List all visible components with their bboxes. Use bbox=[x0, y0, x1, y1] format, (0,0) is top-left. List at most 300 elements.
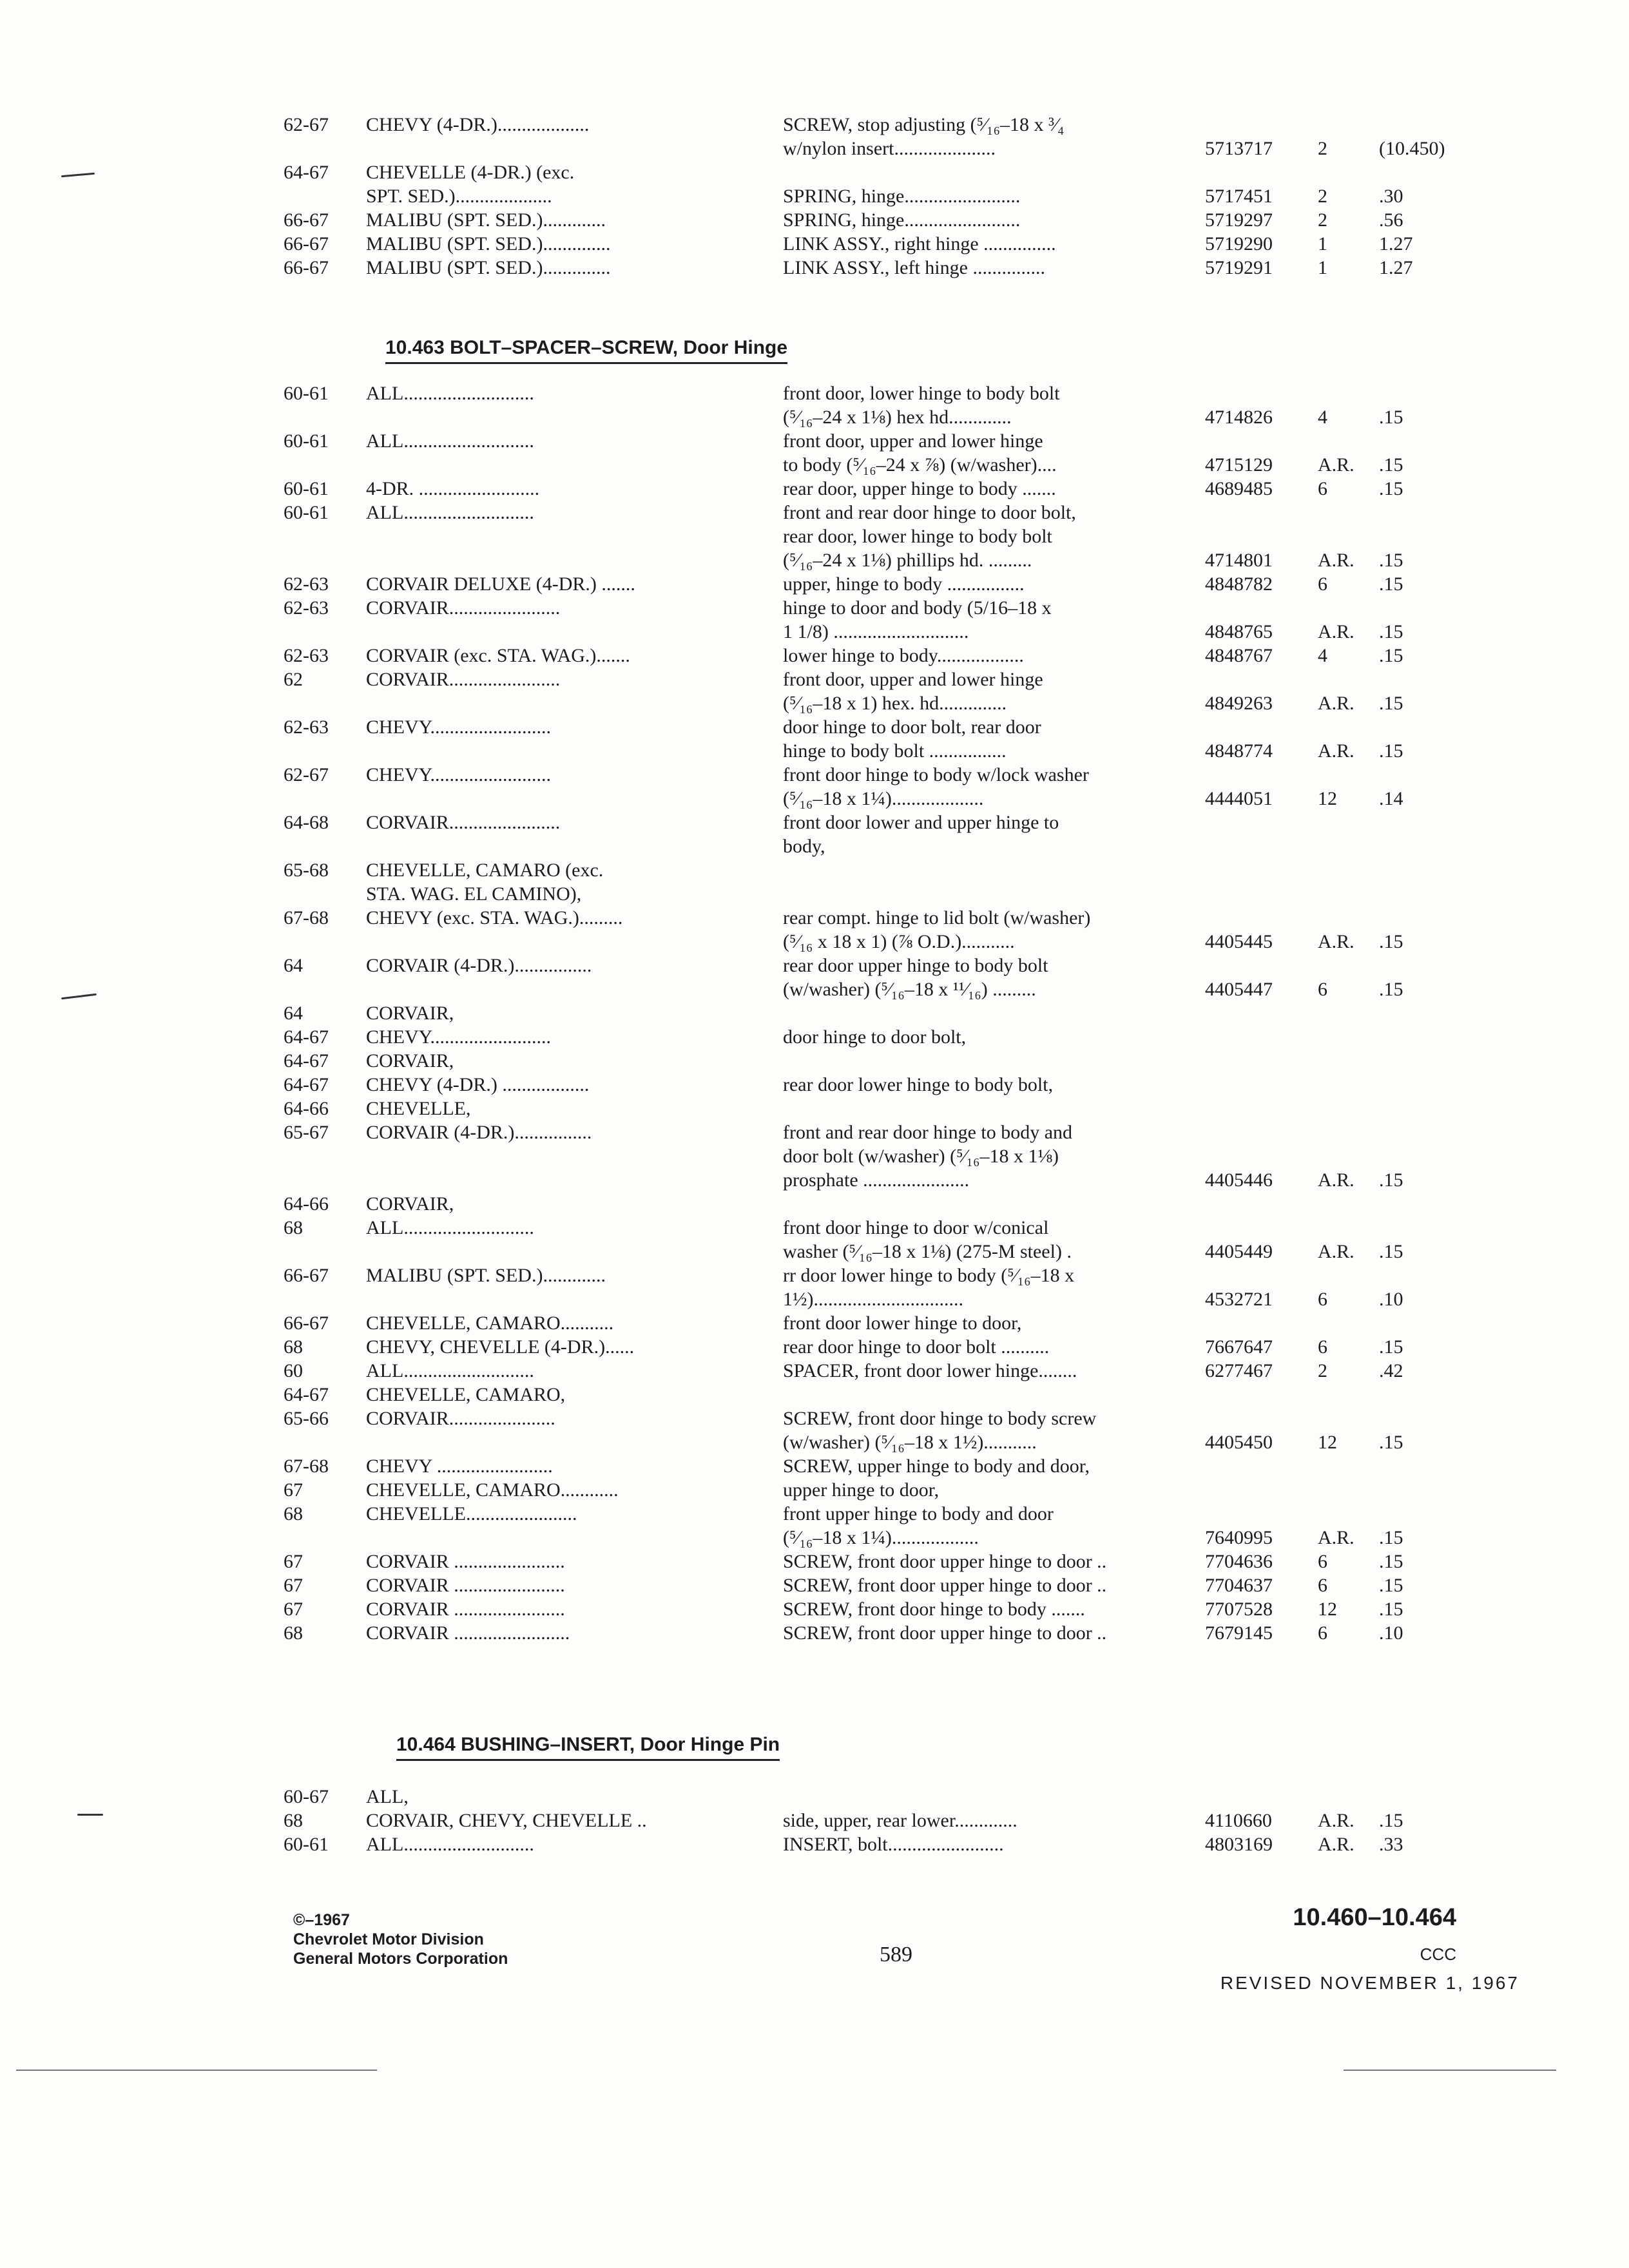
part-row bbox=[284, 208, 1482, 232]
part-number-cell: 4110660 bbox=[1205, 1810, 1272, 1831]
quantity-cell: A.R. bbox=[1318, 1834, 1354, 1855]
year-cell: 64 bbox=[284, 1003, 303, 1024]
part-row bbox=[284, 1264, 1482, 1287]
quantity-cell: 2 bbox=[1318, 138, 1327, 159]
part-row bbox=[284, 1809, 1482, 1832]
quantity-cell: 6 bbox=[1318, 1622, 1327, 1644]
description-cell: SCREW, front door hinge to body ....... bbox=[783, 1599, 1085, 1620]
model-cell: MALIBU (SPT. SED.).............. bbox=[366, 257, 611, 278]
model-cell: CORVAIR, bbox=[366, 1050, 454, 1072]
price-cell: .15 bbox=[1379, 931, 1403, 952]
model-cell: MALIBU (SPT. SED.).............. bbox=[366, 233, 611, 255]
quantity-cell: 2 bbox=[1318, 209, 1327, 231]
price-cell: (10.450) bbox=[1379, 138, 1445, 159]
part-row bbox=[284, 882, 1482, 906]
quantity-cell: A.R. bbox=[1318, 1810, 1354, 1831]
part-number-cell: 7704636 bbox=[1205, 1551, 1273, 1572]
year-cell: 64-67 bbox=[284, 1384, 329, 1405]
part-row bbox=[284, 715, 1482, 739]
description-cell: front and rear door hinge to body and bbox=[783, 1122, 1073, 1143]
price-cell: .42 bbox=[1379, 1360, 1403, 1381]
part-number-cell: 4848774 bbox=[1205, 740, 1273, 762]
model-cell: ALL........................... bbox=[366, 1217, 534, 1238]
quantity-cell: 4 bbox=[1318, 645, 1327, 666]
part-number-cell: 7704637 bbox=[1205, 1575, 1273, 1596]
price-cell: .15 bbox=[1379, 740, 1403, 762]
model-cell: CORVAIR ....................... bbox=[366, 1599, 565, 1620]
part-row bbox=[284, 1785, 1482, 1809]
price-cell: .15 bbox=[1379, 1336, 1403, 1358]
quantity-cell: 2 bbox=[1318, 186, 1327, 207]
quantity-cell: 4 bbox=[1318, 407, 1327, 428]
part-row bbox=[284, 834, 1482, 858]
description-cell: SCREW, front door upper hinge to door .. bbox=[783, 1575, 1107, 1596]
copyright-year: ©–1967 bbox=[293, 1911, 350, 1929]
part-row bbox=[284, 1454, 1482, 1478]
price-cell: .33 bbox=[1379, 1834, 1403, 1855]
part-row bbox=[284, 1216, 1482, 1240]
part-row bbox=[284, 429, 1482, 453]
year-cell: 62-67 bbox=[284, 114, 329, 135]
description-cell: (⁵⁄₁₆–18 x 1¼).................. bbox=[783, 1527, 979, 1548]
model-cell: CHEVELLE, CAMARO............ bbox=[366, 1479, 619, 1501]
description-cell: rear door hinge to door bolt .......... bbox=[783, 1336, 1050, 1358]
description-cell: SCREW, stop adjusting (⁵⁄₁₆–18 x ³⁄₄ bbox=[783, 114, 1065, 135]
model-cell: CHEVELLE, bbox=[366, 1098, 471, 1119]
description-cell: front and rear door hinge to door bolt, bbox=[783, 502, 1076, 523]
part-row bbox=[284, 1049, 1482, 1073]
part-number-cell: 4714801 bbox=[1205, 550, 1273, 571]
quantity-cell: 1 bbox=[1318, 257, 1327, 278]
quantity-cell: 2 bbox=[1318, 1360, 1327, 1381]
description-cell: INSERT, bolt........................ bbox=[783, 1834, 1004, 1855]
year-cell: 68 bbox=[284, 1810, 303, 1831]
year-cell: 60-61 bbox=[284, 430, 329, 452]
year-cell: 60-61 bbox=[284, 383, 329, 404]
part-row bbox=[284, 811, 1482, 834]
description-cell: LINK ASSY., right hinge ............... bbox=[783, 233, 1056, 255]
model-cell: MALIBU (SPT. SED.)............. bbox=[366, 1265, 606, 1286]
quantity-cell: 1 bbox=[1318, 233, 1327, 255]
description-cell: rear door, lower hinge to body bolt bbox=[783, 526, 1052, 547]
year-cell: 65-67 bbox=[284, 1122, 329, 1143]
part-number-cell: 4405445 bbox=[1205, 931, 1273, 952]
part-number-cell: 4444051 bbox=[1205, 788, 1273, 809]
quantity-cell: A.R. bbox=[1318, 621, 1354, 642]
part-row bbox=[284, 977, 1482, 1001]
year-cell: 64-68 bbox=[284, 812, 329, 833]
part-row bbox=[284, 1526, 1482, 1550]
part-row bbox=[284, 763, 1482, 787]
model-cell: STA. WAG. EL CAMINO), bbox=[366, 883, 582, 905]
year-cell: 68 bbox=[284, 1217, 303, 1238]
model-cell: CORVAIR....................... bbox=[366, 812, 561, 833]
description-cell: LINK ASSY., left hinge ............... bbox=[783, 257, 1045, 278]
model-cell: ALL........................... bbox=[366, 430, 534, 452]
part-row bbox=[284, 1287, 1482, 1311]
price-cell: .15 bbox=[1379, 550, 1403, 571]
year-cell: 60 bbox=[284, 1360, 303, 1381]
price-cell: .14 bbox=[1379, 788, 1403, 809]
part-row bbox=[284, 113, 1482, 137]
model-cell: ALL........................... bbox=[366, 1360, 534, 1381]
model-cell: CHEVELLE, CAMARO (exc. bbox=[366, 860, 604, 881]
model-cell: CORVAIR DELUXE (4-DR.) ....... bbox=[366, 573, 635, 595]
model-cell: CORVAIR, CHEVY, CHEVELLE .. bbox=[366, 1810, 647, 1831]
description-cell: rear compt. hinge to lid bolt (w/washer) bbox=[783, 907, 1091, 928]
margin-mark bbox=[61, 173, 95, 178]
part-row bbox=[284, 1192, 1482, 1216]
description-cell: 1 1/8) ............................ bbox=[783, 621, 969, 642]
description-cell: SCREW, front door hinge to body screw bbox=[783, 1408, 1097, 1429]
quantity-cell: 6 bbox=[1318, 1551, 1327, 1572]
part-number-cell: 5719290 bbox=[1205, 233, 1273, 255]
model-cell: CORVAIR....................... bbox=[366, 597, 561, 619]
description-cell: washer (⁵⁄₁₆–18 x 1⅛) (275-M steel) . bbox=[783, 1241, 1072, 1262]
model-cell: CORVAIR, bbox=[366, 1193, 454, 1215]
revision-date: REVISED NOVEMBER 1, 1967 bbox=[1220, 1973, 1519, 1993]
quantity-cell: A.R. bbox=[1318, 454, 1354, 476]
model-cell: ALL........................... bbox=[366, 1834, 534, 1855]
part-row bbox=[284, 232, 1482, 256]
part-row bbox=[284, 930, 1482, 954]
part-row bbox=[284, 548, 1482, 572]
year-cell: 62-67 bbox=[284, 764, 329, 785]
part-row bbox=[284, 453, 1482, 477]
parts-table-10-463 bbox=[284, 381, 1482, 1645]
price-cell: .15 bbox=[1379, 1810, 1403, 1831]
description-cell: upper hinge to door, bbox=[783, 1479, 940, 1501]
description-cell: w/nylon insert..................... bbox=[783, 138, 996, 159]
description-cell: (⁵⁄₁₆–24 x 1⅛) hex hd............. bbox=[783, 407, 1012, 428]
description-cell: side, upper, rear lower............. bbox=[783, 1810, 1017, 1831]
model-cell: CORVAIR ....................... bbox=[366, 1575, 565, 1596]
part-row bbox=[284, 1597, 1482, 1621]
description-cell: front door lower hinge to door, bbox=[783, 1312, 1022, 1334]
description-cell: rear door, upper hinge to body ....... bbox=[783, 478, 1056, 499]
year-cell: 67 bbox=[284, 1599, 303, 1620]
year-cell: 67 bbox=[284, 1575, 303, 1596]
year-cell: 62-63 bbox=[284, 597, 329, 619]
description-cell: front door, lower hinge to body bolt bbox=[783, 383, 1060, 404]
part-row bbox=[284, 1311, 1482, 1335]
year-cell: 64-67 bbox=[284, 1074, 329, 1095]
part-number-cell: 4849263 bbox=[1205, 693, 1273, 714]
margin-mark bbox=[77, 1814, 103, 1816]
part-row bbox=[284, 184, 1482, 208]
year-cell: 68 bbox=[284, 1336, 303, 1358]
part-row bbox=[284, 954, 1482, 977]
part-number-cell: 4405447 bbox=[1205, 979, 1273, 1000]
part-row bbox=[284, 1144, 1482, 1168]
price-cell: 1.27 bbox=[1379, 257, 1413, 278]
year-cell: 67 bbox=[284, 1551, 303, 1572]
year-cell: 64 bbox=[284, 955, 303, 976]
part-number-cell: 4689485 bbox=[1205, 478, 1273, 499]
description-cell: (⁵⁄₁₆–18 x 1¼)................... bbox=[783, 788, 984, 809]
part-number-cell: 4848765 bbox=[1205, 621, 1273, 642]
part-number-cell: 4405450 bbox=[1205, 1432, 1273, 1453]
model-cell: MALIBU (SPT. SED.)............. bbox=[366, 209, 606, 231]
quantity-cell: A.R. bbox=[1318, 931, 1354, 952]
part-number-cell: 5717451 bbox=[1205, 186, 1273, 207]
part-row bbox=[284, 906, 1482, 930]
quantity-cell: 6 bbox=[1318, 979, 1327, 1000]
price-cell: .30 bbox=[1379, 186, 1403, 207]
model-cell: CORVAIR (4-DR.)................ bbox=[366, 955, 592, 976]
quantity-cell: 12 bbox=[1318, 1432, 1337, 1453]
part-row bbox=[284, 1097, 1482, 1120]
description-cell: SPRING, hinge........................ bbox=[783, 186, 1021, 207]
model-cell: CHEVY (4-DR.)................... bbox=[366, 114, 590, 135]
quantity-cell: A.R. bbox=[1318, 1527, 1354, 1548]
quantity-cell: 6 bbox=[1318, 1289, 1327, 1310]
price-cell: .15 bbox=[1379, 1599, 1403, 1620]
parts-table-continued bbox=[284, 113, 1482, 280]
description-cell: upper, hinge to body ................ bbox=[783, 573, 1025, 595]
description-cell: lower hinge to body.................. bbox=[783, 645, 1024, 666]
model-cell: CHEVELLE (4-DR.) (exc. bbox=[366, 162, 575, 183]
price-cell: .15 bbox=[1379, 1241, 1403, 1262]
part-row bbox=[284, 596, 1482, 620]
description-cell: hinge to body bolt ................ bbox=[783, 740, 1007, 762]
part-row bbox=[284, 620, 1482, 644]
section-heading-10-463: 10.463 BOLT–SPACER–SCREW, Door Hinge bbox=[385, 335, 787, 364]
year-cell: 66-67 bbox=[284, 1312, 329, 1334]
year-cell: 64-67 bbox=[284, 1026, 329, 1048]
price-cell: .15 bbox=[1379, 979, 1403, 1000]
model-cell: CORVAIR (4-DR.)................ bbox=[366, 1122, 592, 1143]
year-cell: 65-68 bbox=[284, 860, 329, 881]
description-cell: body, bbox=[783, 836, 825, 857]
part-row bbox=[284, 137, 1482, 160]
part-row bbox=[284, 405, 1482, 429]
model-cell: ALL, bbox=[366, 1786, 409, 1807]
price-cell: 1.27 bbox=[1379, 233, 1413, 255]
part-row bbox=[284, 787, 1482, 811]
price-cell: .15 bbox=[1379, 1575, 1403, 1596]
quantity-cell: A.R. bbox=[1318, 740, 1354, 762]
page-number: 589 bbox=[880, 1943, 912, 1966]
part-row bbox=[284, 1359, 1482, 1383]
model-cell: CHEVY (4-DR.) .................. bbox=[366, 1074, 590, 1095]
year-cell: 66-67 bbox=[284, 209, 329, 231]
part-number-cell: 5719291 bbox=[1205, 257, 1273, 278]
description-cell: (⁵⁄₁₆ x 18 x 1) (⅞ O.D.)........... bbox=[783, 931, 1015, 952]
part-number-cell: 4848782 bbox=[1205, 573, 1273, 595]
year-cell: 67 bbox=[284, 1479, 303, 1501]
model-cell: CORVAIR ........................ bbox=[366, 1622, 570, 1644]
year-cell: 64-67 bbox=[284, 1050, 329, 1072]
year-cell: 65-66 bbox=[284, 1408, 329, 1429]
price-cell: .15 bbox=[1379, 693, 1403, 714]
group-range: 10.460–10.464 bbox=[1293, 1904, 1456, 1931]
margin-mark bbox=[61, 994, 97, 1000]
model-cell: CHEVELLE, CAMARO, bbox=[366, 1384, 566, 1405]
copyright-corporation: General Motors Corporation bbox=[293, 1950, 508, 1968]
part-number-cell: 4405446 bbox=[1205, 1169, 1273, 1191]
part-number-cell: 7679145 bbox=[1205, 1622, 1273, 1644]
part-row bbox=[284, 1478, 1482, 1502]
description-cell: door bolt (w/washer) (⁵⁄₁₆–18 x 1⅛) bbox=[783, 1146, 1059, 1167]
part-row bbox=[284, 501, 1482, 524]
part-row bbox=[284, 1073, 1482, 1097]
description-cell: rr door lower hinge to body (⁵⁄₁₆–18 x bbox=[783, 1265, 1075, 1286]
year-cell: 64-66 bbox=[284, 1098, 329, 1119]
description-cell: hinge to door and body (5/16–18 x bbox=[783, 597, 1052, 619]
year-cell: 64-66 bbox=[284, 1193, 329, 1215]
year-cell: 62-63 bbox=[284, 645, 329, 666]
model-cell: CORVAIR...................... bbox=[366, 1408, 555, 1429]
year-cell: 66-67 bbox=[284, 233, 329, 255]
bottom-rule bbox=[16, 2070, 377, 2071]
part-row bbox=[284, 1407, 1482, 1430]
year-cell: 60-61 bbox=[284, 502, 329, 523]
description-cell: (w/washer) (⁵⁄₁₆–18 x 1½)........... bbox=[783, 1432, 1037, 1453]
part-row bbox=[284, 256, 1482, 280]
description-cell: rear door upper hinge to body bolt bbox=[783, 955, 1048, 976]
description-cell: rear door lower hinge to body bolt, bbox=[783, 1074, 1054, 1095]
description-cell: to body (⁵⁄₁₆–24 x ⅞) (w/washer).... bbox=[783, 454, 1057, 476]
model-cell: CORVAIR (exc. STA. WAG.)....... bbox=[366, 645, 630, 666]
price-cell: .56 bbox=[1379, 209, 1403, 231]
quantity-cell: A.R. bbox=[1318, 693, 1354, 714]
part-row bbox=[284, 1573, 1482, 1597]
description-cell: front door, upper and lower hinge bbox=[783, 430, 1043, 452]
model-cell: CHEVELLE....................... bbox=[366, 1503, 577, 1524]
description-cell: SPACER, front door lower hinge........ bbox=[783, 1360, 1077, 1381]
year-cell: 67-68 bbox=[284, 1456, 329, 1477]
year-cell: 67-68 bbox=[284, 907, 329, 928]
part-number-cell: 6277467 bbox=[1205, 1360, 1273, 1381]
model-cell: CHEVY ........................ bbox=[366, 1456, 553, 1477]
price-cell: .15 bbox=[1379, 407, 1403, 428]
copyright-division: Chevrolet Motor Division bbox=[293, 1930, 484, 1948]
description-cell: front door hinge to body w/lock washer bbox=[783, 764, 1089, 785]
part-row bbox=[284, 1550, 1482, 1573]
year-cell: 62-63 bbox=[284, 716, 329, 738]
price-cell: .15 bbox=[1379, 454, 1403, 476]
catalog-code: CCC bbox=[1420, 1945, 1456, 1964]
price-cell: .15 bbox=[1379, 645, 1403, 666]
part-row bbox=[284, 572, 1482, 596]
year-cell: 66-67 bbox=[284, 1265, 329, 1286]
part-number-cell: 4803169 bbox=[1205, 1834, 1273, 1855]
description-cell: SPRING, hinge........................ bbox=[783, 209, 1021, 231]
part-row bbox=[284, 644, 1482, 668]
model-cell: CHEVY (exc. STA. WAG.)......... bbox=[366, 907, 623, 928]
description-cell: 1½)............................... bbox=[783, 1289, 963, 1310]
year-cell: 60-61 bbox=[284, 1834, 329, 1855]
model-cell: CHEVY......................... bbox=[366, 716, 551, 738]
part-row bbox=[284, 1621, 1482, 1645]
description-cell: (⁵⁄₁₆–18 x 1) hex. hd.............. bbox=[783, 693, 1007, 714]
quantity-cell: A.R. bbox=[1318, 1169, 1354, 1191]
part-row bbox=[284, 381, 1482, 405]
part-row bbox=[284, 1502, 1482, 1526]
part-number-cell: 4714826 bbox=[1205, 407, 1273, 428]
year-cell: 64-67 bbox=[284, 162, 329, 183]
description-cell: prosphate ...................... bbox=[783, 1169, 970, 1191]
price-cell: .15 bbox=[1379, 1169, 1403, 1191]
part-number-cell: 4405449 bbox=[1205, 1241, 1273, 1262]
part-row bbox=[284, 1025, 1482, 1049]
year-cell: 68 bbox=[284, 1622, 303, 1644]
quantity-cell: A.R. bbox=[1318, 550, 1354, 571]
part-row bbox=[284, 739, 1482, 763]
price-cell: .10 bbox=[1379, 1289, 1403, 1310]
model-cell: ALL........................... bbox=[366, 383, 534, 404]
quantity-cell: 6 bbox=[1318, 1575, 1327, 1596]
model-cell: CHEVELLE, CAMARO........... bbox=[366, 1312, 614, 1334]
part-number-cell: 7667647 bbox=[1205, 1336, 1273, 1358]
section-heading-10-464: 10.464 BUSHING–INSERT, Door Hinge Pin bbox=[396, 1732, 780, 1761]
price-cell: .15 bbox=[1379, 1551, 1403, 1572]
model-cell: CORVAIR ....................... bbox=[366, 1551, 565, 1572]
model-cell: CHEVY......................... bbox=[366, 764, 551, 785]
part-number-cell: 7640995 bbox=[1205, 1527, 1273, 1548]
bottom-rule bbox=[1344, 2070, 1556, 2071]
quantity-cell: 6 bbox=[1318, 1336, 1327, 1358]
year-cell: 62-63 bbox=[284, 573, 329, 595]
year-cell: 60-61 bbox=[284, 478, 329, 499]
quantity-cell: 6 bbox=[1318, 478, 1327, 499]
part-row bbox=[284, 1240, 1482, 1264]
price-cell: .15 bbox=[1379, 1527, 1403, 1548]
part-number-cell: 5719297 bbox=[1205, 209, 1273, 231]
description-cell: (⁵⁄₁₆–24 x 1⅛) phillips hd. ......... bbox=[783, 550, 1032, 571]
quantity-cell: 6 bbox=[1318, 573, 1327, 595]
description-cell: SCREW, front door upper hinge to door .. bbox=[783, 1622, 1107, 1644]
model-cell: ALL........................... bbox=[366, 502, 534, 523]
price-cell: .10 bbox=[1379, 1622, 1403, 1644]
model-cell: CHEVY, CHEVELLE (4-DR.)...... bbox=[366, 1336, 635, 1358]
part-row bbox=[284, 1832, 1482, 1856]
year-cell: 66-67 bbox=[284, 257, 329, 278]
part-row bbox=[284, 1001, 1482, 1025]
model-cell: 4-DR. ......................... bbox=[366, 478, 540, 499]
model-cell: CHEVY......................... bbox=[366, 1026, 551, 1048]
part-row bbox=[284, 668, 1482, 691]
quantity-cell: 12 bbox=[1318, 788, 1337, 809]
price-cell: .15 bbox=[1379, 478, 1403, 499]
parts-table-10-464 bbox=[284, 1785, 1482, 1856]
part-number-cell: 4848767 bbox=[1205, 645, 1273, 666]
part-row bbox=[284, 1168, 1482, 1192]
description-cell: front door, upper and lower hinge bbox=[783, 669, 1043, 690]
description-cell: door hinge to door bolt, rear door bbox=[783, 716, 1041, 738]
part-row bbox=[284, 160, 1482, 184]
part-row bbox=[284, 1383, 1482, 1407]
part-number-cell: 7707528 bbox=[1205, 1599, 1273, 1620]
part-number-cell: 5713717 bbox=[1205, 138, 1273, 159]
copyright-block bbox=[293, 1910, 508, 1968]
part-row bbox=[284, 524, 1482, 548]
price-cell: .15 bbox=[1379, 621, 1403, 642]
description-cell: (w/washer) (⁵⁄₁₆–18 x ¹¹⁄₁₆) ......... bbox=[783, 979, 1036, 1000]
description-cell: front door hinge to door w/conical bbox=[783, 1217, 1049, 1238]
part-row bbox=[284, 691, 1482, 715]
description-cell: front upper hinge to body and door bbox=[783, 1503, 1054, 1524]
part-row bbox=[284, 858, 1482, 882]
part-row bbox=[284, 1335, 1482, 1359]
model-cell: CORVAIR....................... bbox=[366, 669, 561, 690]
year-cell: 60-67 bbox=[284, 1786, 329, 1807]
part-row bbox=[284, 477, 1482, 501]
description-cell: door hinge to door bolt, bbox=[783, 1026, 967, 1048]
price-cell: .15 bbox=[1379, 573, 1403, 595]
description-cell: front door lower and upper hinge to bbox=[783, 812, 1059, 833]
